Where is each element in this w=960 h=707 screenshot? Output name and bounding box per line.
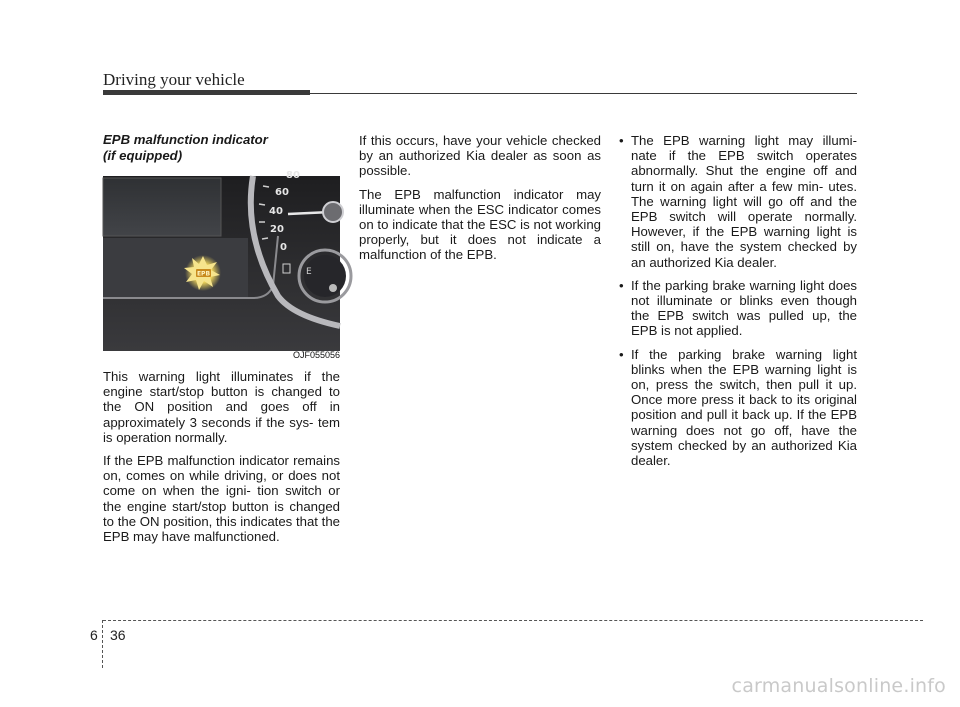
gauge-label-60: 60	[275, 187, 289, 198]
column-2-paragraph-1: If this occurs, have your vehicle checked by an authorized Kia dealer as soon as possible.	[359, 133, 601, 179]
column-1-heading	[103, 132, 340, 171]
column-3-body	[619, 133, 857, 476]
bullet-dot-icon: •	[619, 277, 624, 293]
bullet-text: The EPB warning light may illumi- nate if the EPB switch operates abnormally. Shut the engine off and turn it on again after a few min- utes. The warning light will go off and the EPB switch will operate normally. However, if the EPB warning light is still on, have the system checked by an authorized Kia dealer.	[631, 133, 857, 270]
footer-rule	[103, 620, 923, 621]
bullet-item	[619, 133, 857, 270]
epb-indicator-label: EPB	[196, 270, 211, 278]
section-heading-line1: EPB malfunction indicator	[103, 132, 268, 147]
section-heading	[103, 132, 340, 163]
footer-vertical-rule	[102, 620, 103, 668]
instrument-cluster-figure	[103, 170, 340, 362]
gauge-label-40: 40	[269, 206, 283, 217]
gauge-label-80: 80	[286, 170, 300, 181]
bullet-item	[619, 278, 857, 339]
cluster-illustration	[103, 170, 340, 362]
page-number: 36	[110, 627, 126, 643]
column-1-paragraph-2: If the EPB malfunction indicator remains on, comes on while driving, or does not come on when the igni- tion switch or the engine start/stop button is changed to the ON position, this indicates that the EPB may have malfunctioned.	[103, 453, 340, 545]
bullet-text: If the parking brake warning light does not illuminate or blinks even though the EPB switch was pulled up, the EPB is not applied.	[631, 277, 857, 339]
bullet-item	[619, 347, 857, 469]
gauge-label-20: 20	[270, 224, 284, 235]
figure-caption: OJF055056	[292, 350, 340, 360]
column-1-body	[103, 369, 340, 552]
header-rule-thin	[310, 93, 857, 94]
bullet-text: If the parking brake warning light blinks when the EPB warning light is on, press the switch, then pull it up. Once more press it back to its original position and pull it back up. If the EPB warning does not go off, have the system checked by an authorized Kia dealer.	[631, 346, 857, 469]
column-2-paragraph-2: The EPB malfunction indicator may illuminate when the ESC indicator comes on to indicate that the ESC is not working properly, but it does not indicate a malfunction of the EPB.	[359, 186, 601, 263]
fuel-e-label: E	[306, 267, 312, 277]
header-rule-thick	[103, 90, 310, 95]
bullet-list	[619, 133, 857, 468]
page-header-title: Driving your vehicle	[103, 70, 245, 89]
column-1-paragraph-1: This warning light illuminates if the engine start/stop button is changed to the ON position and goes off in approximately 3 seconds if the sys- tem is operation normally.	[103, 369, 340, 445]
chapter-number: 6	[90, 627, 98, 643]
section-heading-line2: (if equipped)	[103, 147, 183, 163]
bullet-dot-icon: •	[619, 133, 624, 148]
watermark: carmanualsonline.info	[731, 675, 946, 697]
gauge-label-0: 0	[280, 242, 287, 253]
column-2-body	[359, 133, 601, 271]
bullet-dot-icon: •	[619, 346, 624, 362]
